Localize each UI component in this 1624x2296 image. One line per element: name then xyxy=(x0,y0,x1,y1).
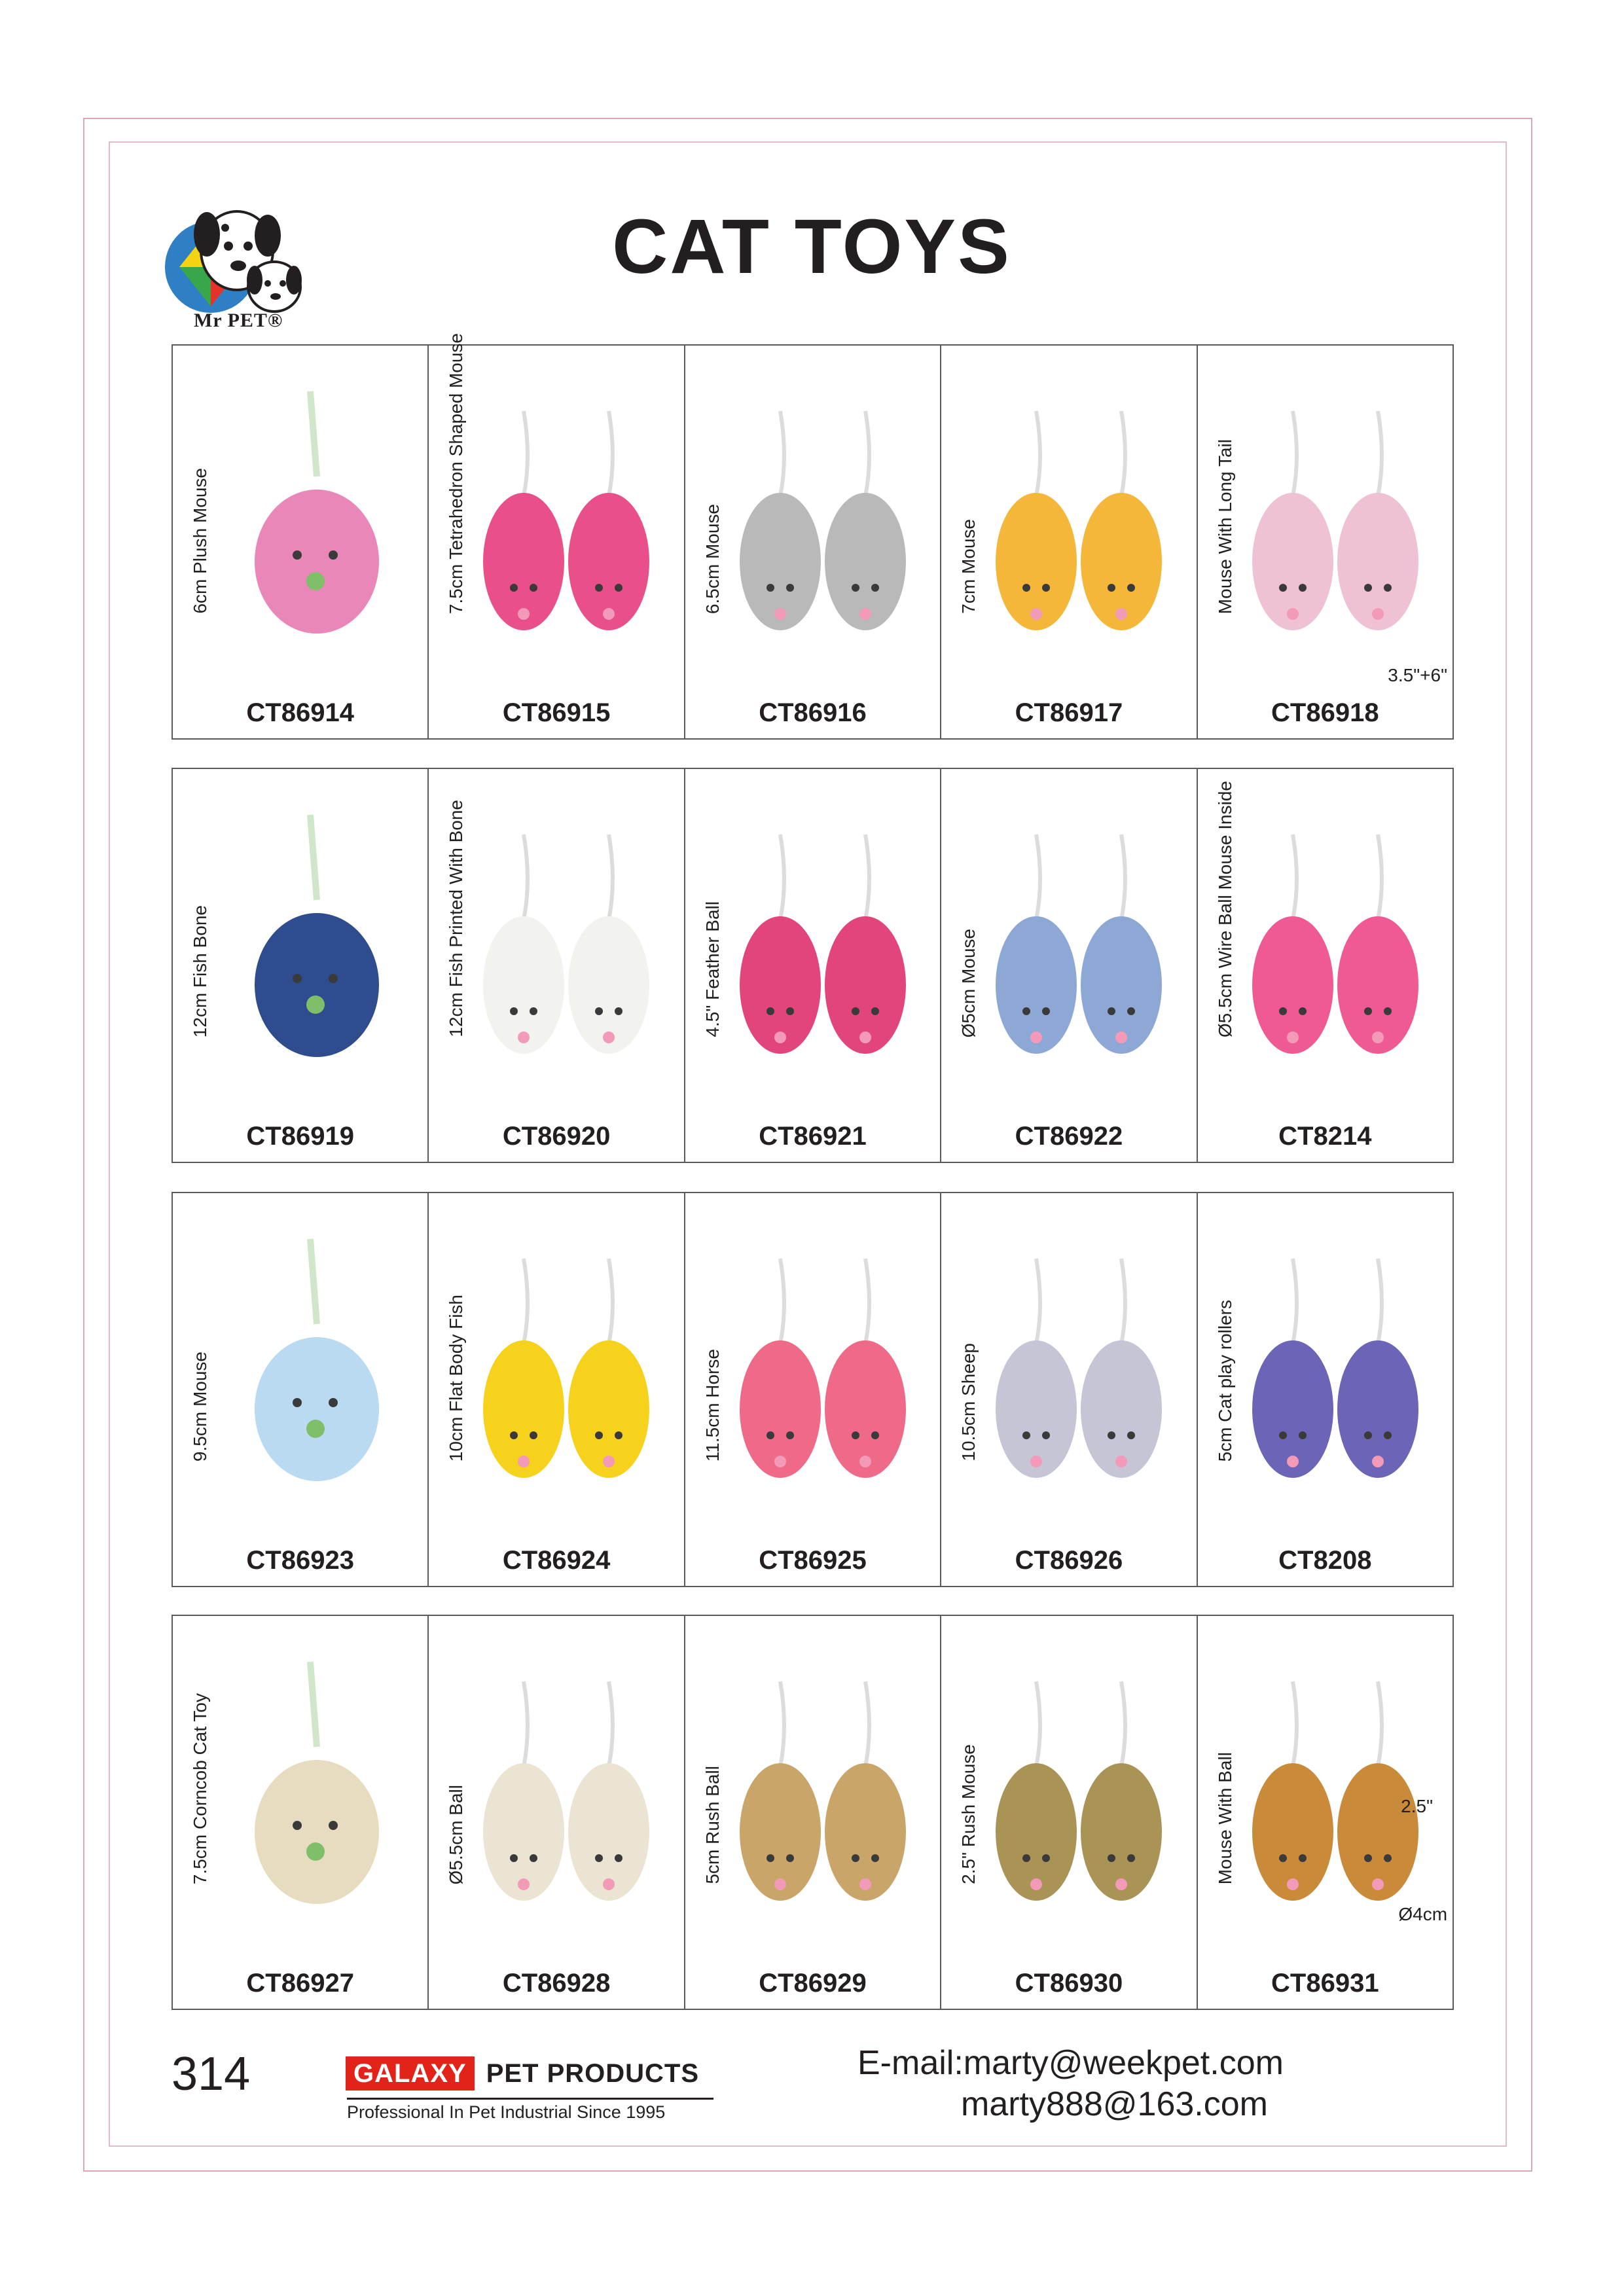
company-name-rest: PET PRODUCTS xyxy=(486,2058,700,2088)
product-code: CT86920 xyxy=(502,1122,611,1151)
product-label: Ø5.5cm Ball xyxy=(446,1784,467,1884)
product-cell[interactable] xyxy=(1198,769,1453,1162)
product-cell[interactable] xyxy=(685,1616,941,2009)
product-image xyxy=(475,789,664,1096)
product-image xyxy=(219,1636,408,1943)
product-label: 11.5cm Horse xyxy=(702,1348,723,1462)
product-cell[interactable] xyxy=(1198,1193,1453,1586)
email-primary[interactable]: E-mail:marty@weekpet.com xyxy=(857,2044,1284,2082)
product-code: CT86924 xyxy=(502,1546,611,1575)
product-label: 6.5cm Mouse xyxy=(702,503,723,614)
product-code: CT86929 xyxy=(759,1969,867,1998)
product-image xyxy=(1244,1213,1434,1520)
product-code: CT86927 xyxy=(246,1969,354,1998)
company-tagline: Professional In Pet Industrial Since 1995 xyxy=(347,2098,713,2123)
product-cell[interactable] xyxy=(685,346,941,738)
product-code: CT86931 xyxy=(1271,1969,1379,1998)
product-code: CT86918 xyxy=(1271,698,1379,727)
product-image xyxy=(731,365,921,673)
product-cell[interactable] xyxy=(429,1193,685,1586)
product-label: 9.5cm Mouse xyxy=(190,1351,210,1462)
product-image xyxy=(987,1636,1177,1943)
product-code: CT86930 xyxy=(1015,1969,1123,1998)
product-code: CT86914 xyxy=(246,698,354,727)
product-code: CT8208 xyxy=(1278,1546,1372,1575)
product-code: CT86925 xyxy=(759,1546,867,1575)
product-cell[interactable] xyxy=(173,346,429,738)
product-cell[interactable] xyxy=(429,769,685,1162)
product-cell[interactable] xyxy=(941,769,1197,1162)
product-row xyxy=(171,1192,1454,1587)
product-label: 7.5cm Tetrahedron Shaped Mouse xyxy=(446,332,467,614)
email-secondary[interactable]: marty888@163.com xyxy=(961,2085,1268,2123)
product-row xyxy=(171,1615,1454,2010)
product-image xyxy=(219,1213,408,1520)
size-note: 3.5"+6" xyxy=(1388,665,1448,685)
product-image xyxy=(987,1213,1177,1520)
product-image xyxy=(1244,1636,1434,1943)
size-note: 2.5" xyxy=(1401,1796,1434,1816)
product-image xyxy=(731,789,921,1096)
product-image xyxy=(475,365,664,673)
product-code: CT86926 xyxy=(1015,1546,1123,1575)
page-title: CAT TOYS xyxy=(612,204,1011,290)
product-cell[interactable] xyxy=(685,769,941,1162)
product-cell[interactable] xyxy=(173,1616,429,2009)
product-label: Ø5cm Mouse xyxy=(958,928,979,1037)
product-image xyxy=(731,1213,921,1520)
product-image xyxy=(475,1213,664,1520)
product-label: Mouse With Ball xyxy=(1214,1751,1235,1884)
logo-text: Mr PET® xyxy=(194,310,283,331)
product-cell[interactable] xyxy=(1198,346,1453,738)
product-code: CT86916 xyxy=(759,698,867,727)
product-code: CT8214 xyxy=(1278,1122,1372,1151)
product-cell[interactable] xyxy=(429,1616,685,2009)
company-name-highlight: GALAXY xyxy=(346,2056,475,2090)
product-label: 7.5cm Corncob Cat Toy xyxy=(190,1693,210,1884)
product-cell[interactable] xyxy=(173,769,429,1162)
product-label: 12cm Fish Bone xyxy=(190,905,210,1037)
product-image xyxy=(1244,365,1434,673)
product-code: CT86915 xyxy=(502,698,611,727)
product-cell[interactable] xyxy=(941,1616,1197,2009)
product-image xyxy=(219,365,408,673)
product-label: 4.5" Feather Ball xyxy=(702,901,723,1037)
company-name xyxy=(346,2057,699,2090)
product-code: CT86928 xyxy=(502,1969,611,1998)
product-code: CT86922 xyxy=(1015,1122,1123,1151)
product-label: 5cm Cat play rollers xyxy=(1214,1299,1235,1462)
product-image xyxy=(987,365,1177,673)
product-image xyxy=(219,789,408,1096)
product-image xyxy=(987,789,1177,1096)
size-note-secondary: Ø4cm xyxy=(1398,1904,1448,1924)
product-label: 12cm Fish Printed With Bone xyxy=(446,800,467,1037)
product-cell[interactable] xyxy=(1198,1616,1453,2009)
product-cell[interactable] xyxy=(941,346,1197,738)
page-number: 314 xyxy=(171,2048,251,2100)
product-code: CT86923 xyxy=(246,1546,354,1575)
product-cell[interactable] xyxy=(173,1193,429,1586)
product-code: CT86917 xyxy=(1015,698,1123,727)
product-label: Mouse With Long Tail xyxy=(1214,439,1235,614)
product-image xyxy=(1244,789,1434,1096)
product-row xyxy=(171,768,1454,1163)
product-label: 5cm Rush Ball xyxy=(702,1766,723,1884)
product-label: 10cm Flat Body Fish xyxy=(446,1294,467,1462)
product-label: 6cm Plush Mouse xyxy=(190,468,210,614)
product-label: 2.5" Rush Mouse xyxy=(958,1744,979,1884)
product-label: 10.5cm Sheep xyxy=(958,1343,979,1462)
product-row xyxy=(171,332,1454,740)
product-cell[interactable] xyxy=(685,1193,941,1586)
product-label: 7cm Mouse xyxy=(958,519,979,614)
product-code: CT86921 xyxy=(759,1122,867,1151)
product-code: CT86919 xyxy=(246,1122,354,1151)
product-cell[interactable] xyxy=(429,332,685,738)
product-label: Ø5.5cm Wire Ball Mouse Inside xyxy=(1214,780,1235,1037)
product-image xyxy=(475,1636,664,1943)
product-cell[interactable] xyxy=(941,1193,1197,1586)
product-image xyxy=(731,1636,921,1943)
